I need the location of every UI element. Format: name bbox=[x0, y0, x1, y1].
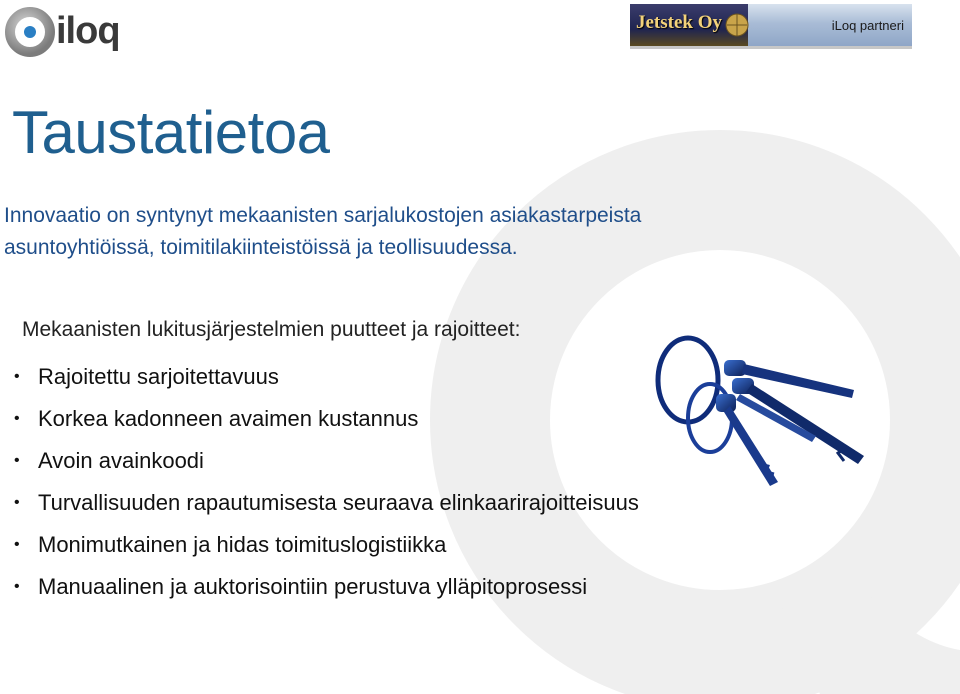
bullet-icon: • bbox=[14, 452, 20, 469]
list-item-text: Avoin avainkoodi bbox=[38, 448, 204, 473]
iloq-logo bbox=[4, 6, 134, 62]
keys-image-icon bbox=[640, 324, 888, 494]
logo-wordmark: iloq bbox=[56, 10, 120, 52]
partner-company-name: Jetstek Oy bbox=[636, 12, 723, 33]
bullet-icon: • bbox=[14, 368, 20, 385]
intro-text: Innovaatio on syntynyt mekaanisten sarjalukostojen asiakastarpeista asuntoyhtiöissä, toimitilakiinteistöissä ja teollisuudessa. bbox=[4, 204, 642, 259]
bullet-list bbox=[14, 356, 639, 608]
list-item bbox=[14, 482, 639, 524]
bullet-icon: • bbox=[14, 410, 20, 427]
list-item bbox=[14, 566, 639, 608]
bullet-icon: • bbox=[14, 578, 20, 595]
list-item-text: Rajoitettu sarjoitettavuus bbox=[38, 364, 279, 389]
partner-banner bbox=[630, 4, 912, 49]
iloq-logo-icon bbox=[4, 6, 56, 58]
slide-title: Taustatietoa bbox=[12, 99, 330, 166]
lead-text: Mekaanisten lukitusjärjestelmien puutteet ja rajoitteet: bbox=[22, 318, 521, 341]
list-item-text: Manuaalinen ja auktorisointiin perustuva ylläpitoprosessi bbox=[38, 574, 588, 599]
list-item bbox=[14, 398, 639, 440]
list-item bbox=[14, 356, 639, 398]
globe-icon bbox=[724, 6, 750, 44]
list-item bbox=[14, 440, 639, 482]
list-item-text: Turvallisuuden rapautumisesta seuraava elinkaarirajoitteisuus bbox=[38, 490, 639, 515]
list-item-text: Korkea kadonneen avaimen kustannus bbox=[38, 406, 419, 431]
list-item-text: Monimutkainen ja hidas toimituslogistiikka bbox=[38, 532, 447, 557]
bullet-icon: • bbox=[14, 536, 20, 553]
bullet-icon: • bbox=[14, 494, 20, 511]
partner-label: iLoq partneri bbox=[831, 18, 904, 33]
list-item bbox=[14, 524, 639, 566]
